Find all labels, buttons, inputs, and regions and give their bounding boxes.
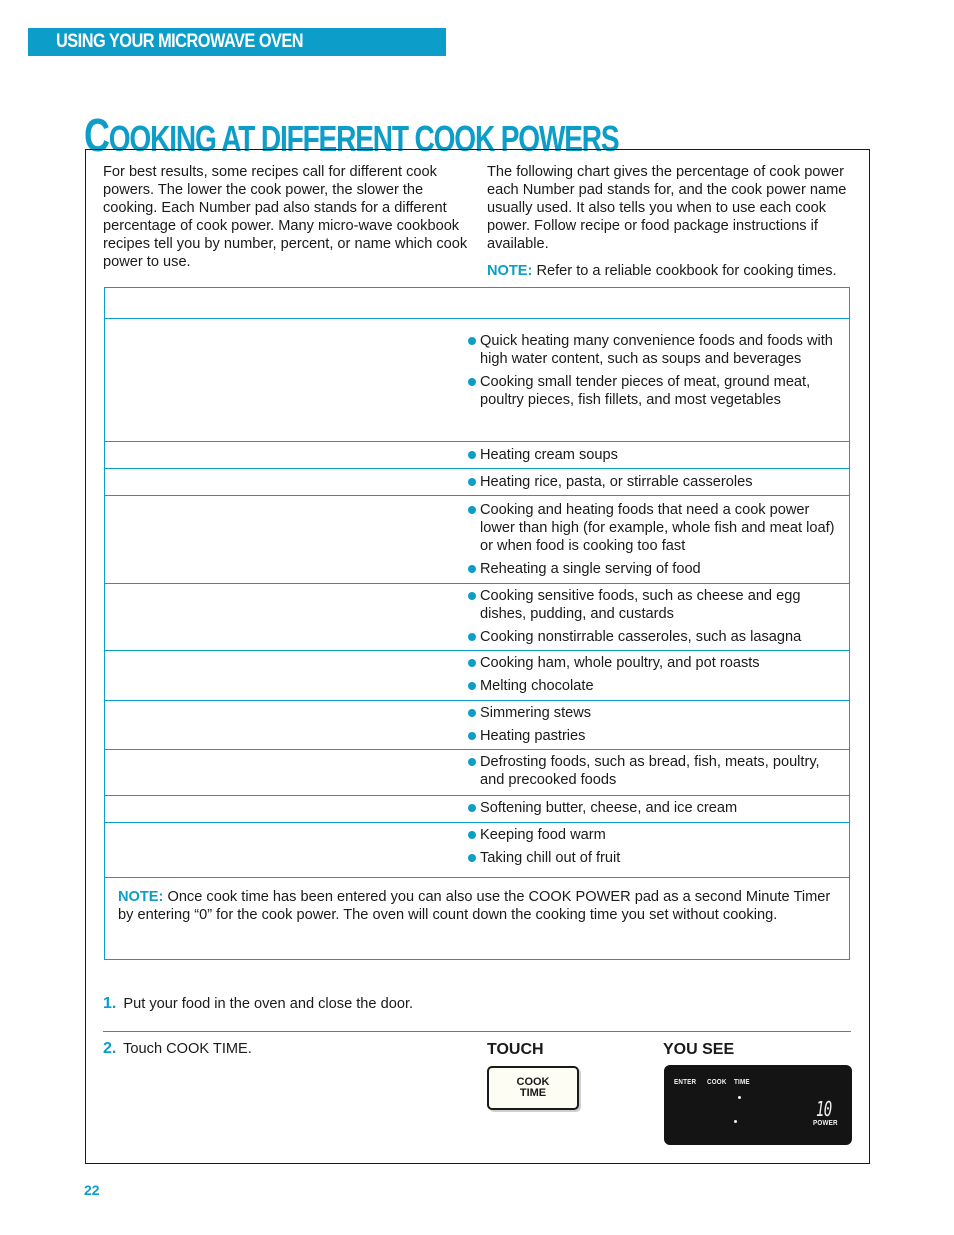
use-item: Quick heating many convenience foods and foods with high water content, such as soups and beverages (467, 332, 837, 368)
chart-note-text: Once cook time has been entered you can also use the COOK POWER pad as a second Minute Timer by entering “0” for the cook power. The oven will count down the cooking time you set without cooking. (118, 889, 831, 923)
section-label: USING YOUR MICROWAVE OVEN (56, 31, 304, 52)
use-item: Cooking sensitive foods, such as cheese and egg dishes, pudding, and custards (467, 587, 837, 623)
title-initial: C (84, 109, 109, 161)
display-cook-label: COOK (707, 1079, 727, 1086)
intro-right-column (487, 163, 863, 280)
use-item: Taking chill out of fruit (467, 849, 837, 867)
chart-row (105, 496, 849, 584)
use-item: Heating cream soups (467, 446, 837, 464)
chart-note (118, 888, 843, 924)
use-item: Cooking small tender pieces of meat, ground meat, poultry pieces, fish fillets, and most vegetables (467, 373, 837, 409)
use-item: Cooking nonstirrable casseroles, such as lasagna (467, 628, 837, 646)
use-item: Melting chocolate (467, 677, 837, 695)
touch-heading: TOUCH (487, 1041, 544, 1058)
cook-time-pad-line1: COOK (516, 1076, 550, 1088)
display-enter-label: ENTER (674, 1079, 697, 1086)
intro-note (487, 262, 863, 280)
step-1-number: 1. (103, 995, 117, 1012)
chart-row (105, 319, 849, 442)
use-item: Reheating a single serving of food (467, 560, 837, 578)
use-item: Simmering stews (467, 704, 837, 722)
display-time-label: TIME (734, 1079, 750, 1086)
intro-note-label: NOTE: (487, 263, 533, 279)
cook-power-chart (104, 287, 850, 960)
intro-left-paragraph: For best results, some recipes call for different cook powers. The lower the cook power, the slower the cooking. Each Number pad also stands for a different percentage of cook power. Many micro-wave cookbook recipes tell you by number, percent, or name which cook power to use. (103, 164, 468, 270)
step-2-text: Touch COOK TIME. (123, 1041, 252, 1057)
use-item: Heating pastries (467, 727, 837, 745)
use-item: Softening butter, cheese, and ice cream (467, 799, 837, 817)
chart-row (105, 823, 849, 878)
cook-time-pad-line2: TIME (519, 1087, 547, 1099)
chart-row (105, 796, 849, 823)
section-header-bar (28, 28, 446, 56)
chart-row (105, 584, 849, 651)
display-indicator-dot (738, 1096, 741, 1099)
step-2-number: 2. (103, 1040, 117, 1057)
step-1-text: Put your food in the oven and close the door. (123, 996, 414, 1012)
use-item: Keeping food warm (467, 826, 837, 844)
title-rest: OOKING AT DIFFERENT COOK POWERS (108, 118, 619, 159)
step-2 (103, 1040, 252, 1058)
oven-display (664, 1065, 852, 1145)
display-indicator-dot (734, 1120, 737, 1123)
cook-time-pad[interactable] (487, 1066, 579, 1110)
use-item: Cooking ham, whole poultry, and pot roasts (467, 654, 837, 672)
intro-right-paragraph: The following chart gives the percentage of cook power each Number pad stands for, and the cook power name usually used. It also tells you when to use each cook power. Follow recipe or food package instructions if available. (487, 164, 847, 252)
use-item: Heating rice, pasta, or stirrable casseroles (467, 473, 837, 491)
use-item: Defrosting foods, such as bread, fish, meats, poultry, and precooked foods (467, 753, 837, 789)
display-digits: 10 (816, 1097, 832, 1121)
intro-note-text: Refer to a reliable cookbook for cooking times. (536, 263, 837, 279)
chart-row (105, 750, 849, 796)
chart-row (105, 701, 849, 750)
chart-header-row (105, 288, 849, 319)
chart-note-label: NOTE: (118, 889, 164, 905)
chart-row (105, 469, 849, 496)
chart-row (105, 651, 849, 701)
you-see-heading: YOU SEE (663, 1041, 735, 1058)
page-number: 22 (84, 1182, 100, 1198)
step-divider (103, 1031, 851, 1032)
display-power-label: POWER (813, 1120, 838, 1127)
chart-row (105, 442, 849, 469)
step-1 (103, 995, 413, 1013)
use-item: Cooking and heating foods that need a cook power lower than high (for example, whole fish and meat loaf) or when food is cooking too fast (467, 501, 837, 555)
